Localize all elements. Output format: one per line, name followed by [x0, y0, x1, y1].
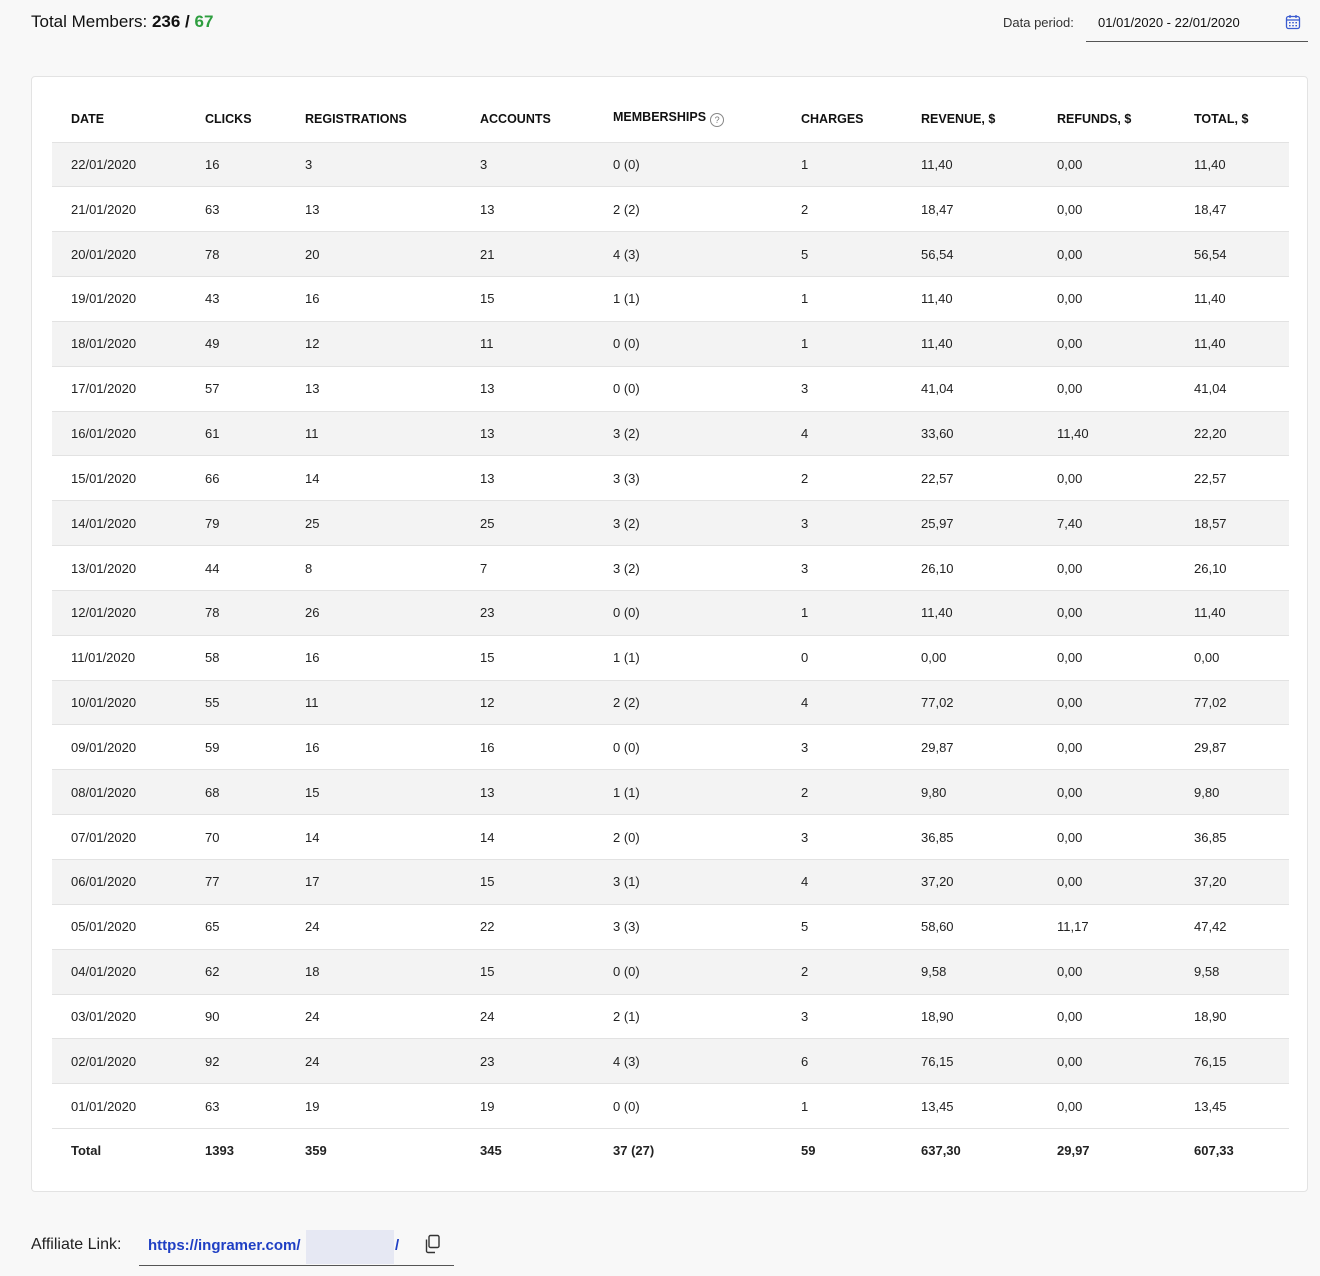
cell-accounts: 11 [461, 321, 594, 366]
cell-charges: 5 [782, 904, 902, 949]
cell-registrations: 3 [286, 142, 461, 187]
total-members-summary [31, 12, 213, 32]
cell-total: 11,40 [1175, 142, 1289, 187]
column-header-label: CHARGES [801, 111, 864, 126]
table-row [52, 501, 1289, 546]
cell-charges: 3 [782, 815, 902, 860]
cell-clicks: 77 [186, 860, 286, 905]
table-row [52, 232, 1289, 277]
affiliate-link-suffix[interactable]: / [395, 1237, 400, 1254]
cell-refunds: 0,00 [1038, 725, 1175, 770]
table-row [52, 366, 1289, 411]
question-circle-icon[interactable]: ? [710, 113, 724, 127]
cell-charges: 4 [782, 680, 902, 725]
cell-charges: 1 [782, 142, 902, 187]
cell-clicks: 16 [186, 142, 286, 187]
cell-total: 0,00 [1175, 635, 1289, 680]
cell-date: 10/01/2020 [52, 680, 186, 725]
cell-charges: 2 [782, 187, 902, 232]
cell-date: 11/01/2020 [52, 635, 186, 680]
cell-date: 16/01/2020 [52, 411, 186, 456]
affiliate-link-field [139, 1228, 454, 1266]
cell-registrations: 26 [286, 590, 461, 635]
active-members-count: 67 [194, 12, 214, 31]
cell-revenue: 22,57 [902, 456, 1038, 501]
cell-refunds: 0,00 [1038, 949, 1175, 994]
cell-date: 20/01/2020 [52, 232, 186, 277]
cell-charges: 2 [782, 949, 902, 994]
cell-charges: 3 [782, 366, 902, 411]
table-row [52, 411, 1289, 456]
total-members-label: Total Members: [31, 12, 148, 31]
cell-accounts: 13 [461, 411, 594, 456]
cell-memberships: 2 (2) [594, 680, 782, 725]
cell-date: 02/01/2020 [52, 1039, 186, 1084]
cell-clicks: 63 [186, 187, 286, 232]
cell-total: 26,10 [1175, 546, 1289, 591]
cell-memberships: 3 (2) [594, 411, 782, 456]
cell-registrations: 16 [286, 725, 461, 770]
table-row [52, 725, 1289, 770]
cell-refunds: 0,00 [1038, 994, 1175, 1039]
cell-refunds: 0,00 [1038, 680, 1175, 725]
cell-clicks: 79 [186, 501, 286, 546]
cell-memberships: 0 (0) [594, 1084, 782, 1129]
total-memberships: 37 (27) [594, 1129, 782, 1173]
cell-clicks: 66 [186, 456, 286, 501]
cell-revenue: 26,10 [902, 546, 1038, 591]
cell-charges: 4 [782, 411, 902, 456]
cell-accounts: 23 [461, 590, 594, 635]
cell-memberships: 2 (1) [594, 994, 782, 1039]
cell-accounts: 13 [461, 770, 594, 815]
total-members-separator: / [185, 12, 190, 31]
cell-memberships: 2 (2) [594, 187, 782, 232]
cell-total: 47,42 [1175, 904, 1289, 949]
cell-registrations: 25 [286, 501, 461, 546]
data-period-picker[interactable] [1086, 6, 1308, 42]
redacted-link-part [306, 1230, 394, 1264]
total-date: Total [52, 1129, 186, 1173]
column-header-memberships [594, 96, 782, 142]
cell-memberships: 4 (3) [594, 1039, 782, 1084]
total-charges: 59 [782, 1129, 902, 1173]
table-row [52, 1084, 1289, 1129]
cell-refunds: 0,00 [1038, 187, 1175, 232]
cell-refunds: 11,40 [1038, 411, 1175, 456]
cell-registrations: 13 [286, 366, 461, 411]
table-row [52, 590, 1289, 635]
cell-date: 17/01/2020 [52, 366, 186, 411]
cell-revenue: 29,87 [902, 725, 1038, 770]
table-row [52, 546, 1289, 591]
table-header-row [52, 96, 1289, 142]
cell-memberships: 0 (0) [594, 949, 782, 994]
cell-registrations: 15 [286, 770, 461, 815]
total-registrations: 359 [286, 1129, 461, 1173]
cell-revenue: 37,20 [902, 860, 1038, 905]
cell-refunds: 0,00 [1038, 366, 1175, 411]
table-row [52, 949, 1289, 994]
cell-charges: 3 [782, 994, 902, 1039]
cell-total: 9,80 [1175, 770, 1289, 815]
table-row [52, 904, 1289, 949]
cell-date: 07/01/2020 [52, 815, 186, 860]
cell-clicks: 59 [186, 725, 286, 770]
cell-date: 14/01/2020 [52, 501, 186, 546]
cell-total: 56,54 [1175, 232, 1289, 277]
cell-date: 04/01/2020 [52, 949, 186, 994]
cell-registrations: 18 [286, 949, 461, 994]
cell-revenue: 56,54 [902, 232, 1038, 277]
cell-clicks: 58 [186, 635, 286, 680]
cell-memberships: 3 (2) [594, 546, 782, 591]
cell-accounts: 22 [461, 904, 594, 949]
cell-revenue: 18,90 [902, 994, 1038, 1039]
cell-clicks: 55 [186, 680, 286, 725]
table-row [52, 142, 1289, 187]
cell-charges: 2 [782, 456, 902, 501]
cell-date: 12/01/2020 [52, 590, 186, 635]
cell-clicks: 65 [186, 904, 286, 949]
table-totals-row [52, 1129, 1289, 1173]
table-row [52, 680, 1289, 725]
cell-total: 77,02 [1175, 680, 1289, 725]
cell-charges: 1 [782, 1084, 902, 1129]
column-header-label: TOTAL, $ [1194, 111, 1249, 126]
cell-registrations: 24 [286, 904, 461, 949]
cell-total: 41,04 [1175, 366, 1289, 411]
cell-accounts: 7 [461, 546, 594, 591]
total-members-count: 236 [151, 12, 181, 31]
cell-total: 18,47 [1175, 187, 1289, 232]
cell-charges: 1 [782, 277, 902, 322]
calendar-icon[interactable] [1285, 14, 1301, 30]
cell-total: 13,45 [1175, 1084, 1289, 1129]
cell-charges: 5 [782, 232, 902, 277]
cell-refunds: 0,00 [1038, 232, 1175, 277]
cell-total: 76,15 [1175, 1039, 1289, 1084]
cell-refunds: 0,00 [1038, 590, 1175, 635]
table-row [52, 187, 1289, 232]
cell-refunds: 0,00 [1038, 635, 1175, 680]
cell-total: 18,57 [1175, 501, 1289, 546]
table-row [52, 635, 1289, 680]
column-header-label: DATE [71, 111, 105, 126]
cell-registrations: 19 [286, 1084, 461, 1129]
cell-clicks: 68 [186, 770, 286, 815]
cell-memberships: 3 (3) [594, 456, 782, 501]
column-header-date [52, 96, 186, 142]
cell-registrations: 24 [286, 1039, 461, 1084]
cell-date: 09/01/2020 [52, 725, 186, 770]
column-header-label: REFUNDS, $ [1057, 111, 1132, 126]
cell-memberships: 0 (0) [594, 321, 782, 366]
cell-date: 22/01/2020 [52, 142, 186, 187]
cell-accounts: 15 [461, 277, 594, 322]
cell-charges: 3 [782, 546, 902, 591]
table-row [52, 815, 1289, 860]
column-header-label: REGISTRATIONS [305, 111, 407, 126]
cell-accounts: 12 [461, 680, 594, 725]
cell-total: 9,58 [1175, 949, 1289, 994]
cell-total: 29,87 [1175, 725, 1289, 770]
cell-accounts: 25 [461, 501, 594, 546]
column-header-label: MEMBERSHIPS [613, 110, 707, 125]
column-header-label: ACCOUNTS [480, 111, 551, 126]
affiliate-link-label: Affiliate Link: [31, 1236, 122, 1253]
cell-charges: 0 [782, 635, 902, 680]
copy-icon[interactable] [423, 1234, 441, 1254]
column-header-charges [782, 96, 902, 142]
cell-memberships: 3 (1) [594, 860, 782, 905]
cell-clicks: 43 [186, 277, 286, 322]
cell-clicks: 44 [186, 546, 286, 591]
cell-revenue: 36,85 [902, 815, 1038, 860]
cell-accounts: 16 [461, 725, 594, 770]
cell-accounts: 13 [461, 456, 594, 501]
cell-registrations: 14 [286, 815, 461, 860]
cell-clicks: 57 [186, 366, 286, 411]
cell-total: 36,85 [1175, 815, 1289, 860]
cell-registrations: 8 [286, 546, 461, 591]
total-accounts: 345 [461, 1129, 594, 1173]
cell-clicks: 78 [186, 232, 286, 277]
cell-accounts: 3 [461, 142, 594, 187]
statistics-card [31, 76, 1308, 1192]
cell-memberships: 0 (0) [594, 590, 782, 635]
cell-date: 21/01/2020 [52, 187, 186, 232]
column-header-revenue [902, 96, 1038, 142]
cell-refunds: 11,17 [1038, 904, 1175, 949]
cell-registrations: 16 [286, 277, 461, 322]
cell-memberships: 2 (0) [594, 815, 782, 860]
cell-date: 06/01/2020 [52, 860, 186, 905]
cell-refunds: 0,00 [1038, 546, 1175, 591]
cell-charges: 6 [782, 1039, 902, 1084]
cell-revenue: 58,60 [902, 904, 1038, 949]
cell-total: 22,20 [1175, 411, 1289, 456]
column-header-total [1175, 96, 1289, 142]
cell-memberships: 1 (1) [594, 770, 782, 815]
cell-registrations: 11 [286, 680, 461, 725]
cell-date: 01/01/2020 [52, 1084, 186, 1129]
cell-date: 15/01/2020 [52, 456, 186, 501]
column-header-refunds [1038, 96, 1175, 142]
cell-refunds: 0,00 [1038, 860, 1175, 905]
cell-memberships: 0 (0) [594, 142, 782, 187]
cell-registrations: 16 [286, 635, 461, 680]
cell-clicks: 63 [186, 1084, 286, 1129]
cell-total: 22,57 [1175, 456, 1289, 501]
cell-accounts: 24 [461, 994, 594, 1039]
cell-charges: 1 [782, 321, 902, 366]
cell-revenue: 11,40 [902, 590, 1038, 635]
cell-date: 03/01/2020 [52, 994, 186, 1039]
cell-revenue: 9,80 [902, 770, 1038, 815]
cell-refunds: 0,00 [1038, 815, 1175, 860]
cell-memberships: 1 (1) [594, 277, 782, 322]
cell-date: 05/01/2020 [52, 904, 186, 949]
cell-date: 08/01/2020 [52, 770, 186, 815]
table-row [52, 994, 1289, 1039]
cell-clicks: 62 [186, 949, 286, 994]
cell-accounts: 23 [461, 1039, 594, 1084]
cell-clicks: 49 [186, 321, 286, 366]
column-header-registrations [286, 96, 461, 142]
cell-clicks: 61 [186, 411, 286, 456]
total-revenue: 637,30 [902, 1129, 1038, 1173]
cell-registrations: 20 [286, 232, 461, 277]
cell-accounts: 13 [461, 187, 594, 232]
cell-accounts: 15 [461, 860, 594, 905]
affiliate-link[interactable]: https://ingramer.com/ [148, 1237, 301, 1254]
cell-memberships: 0 (0) [594, 725, 782, 770]
cell-refunds: 0,00 [1038, 1039, 1175, 1084]
cell-memberships: 0 (0) [594, 366, 782, 411]
cell-revenue: 76,15 [902, 1039, 1038, 1084]
cell-accounts: 19 [461, 1084, 594, 1129]
cell-charges: 2 [782, 770, 902, 815]
statistics-table [52, 96, 1289, 1173]
cell-registrations: 17 [286, 860, 461, 905]
cell-date: 19/01/2020 [52, 277, 186, 322]
total-refunds: 29,97 [1038, 1129, 1175, 1173]
cell-charges: 3 [782, 725, 902, 770]
cell-memberships: 3 (2) [594, 501, 782, 546]
table-row [52, 770, 1289, 815]
column-header-accounts [461, 96, 594, 142]
cell-registrations: 12 [286, 321, 461, 366]
cell-registrations: 24 [286, 994, 461, 1039]
column-header-label: CLICKS [205, 111, 252, 126]
cell-registrations: 11 [286, 411, 461, 456]
cell-clicks: 78 [186, 590, 286, 635]
cell-revenue: 13,45 [902, 1084, 1038, 1129]
cell-revenue: 33,60 [902, 411, 1038, 456]
cell-refunds: 0,00 [1038, 277, 1175, 322]
cell-revenue: 41,04 [902, 366, 1038, 411]
cell-refunds: 7,40 [1038, 501, 1175, 546]
cell-total: 11,40 [1175, 321, 1289, 366]
table-row [52, 321, 1289, 366]
cell-charges: 1 [782, 590, 902, 635]
cell-total: 11,40 [1175, 590, 1289, 635]
table-row [52, 277, 1289, 322]
cell-clicks: 92 [186, 1039, 286, 1084]
cell-revenue: 25,97 [902, 501, 1038, 546]
data-period-value[interactable]: 01/01/2020 - 22/01/2020 [1098, 15, 1240, 30]
cell-refunds: 0,00 [1038, 142, 1175, 187]
cell-memberships: 1 (1) [594, 635, 782, 680]
table-row [52, 860, 1289, 905]
table-row [52, 1039, 1289, 1084]
cell-revenue: 11,40 [902, 321, 1038, 366]
column-header-label: REVENUE, $ [921, 111, 996, 126]
cell-refunds: 0,00 [1038, 770, 1175, 815]
cell-accounts: 13 [461, 366, 594, 411]
data-period-label: Data period: [1003, 15, 1074, 30]
cell-date: 18/01/2020 [52, 321, 186, 366]
total-clicks: 1393 [186, 1129, 286, 1173]
cell-date: 13/01/2020 [52, 546, 186, 591]
cell-charges: 3 [782, 501, 902, 546]
cell-revenue: 9,58 [902, 949, 1038, 994]
cell-revenue: 0,00 [902, 635, 1038, 680]
cell-refunds: 0,00 [1038, 1084, 1175, 1129]
cell-refunds: 0,00 [1038, 321, 1175, 366]
total-total: 607,33 [1175, 1129, 1289, 1173]
cell-refunds: 0,00 [1038, 456, 1175, 501]
cell-clicks: 90 [186, 994, 286, 1039]
cell-charges: 4 [782, 860, 902, 905]
cell-memberships: 4 (3) [594, 232, 782, 277]
column-header-clicks [186, 96, 286, 142]
cell-memberships: 3 (3) [594, 904, 782, 949]
table-row [52, 456, 1289, 501]
cell-revenue: 18,47 [902, 187, 1038, 232]
cell-total: 18,90 [1175, 994, 1289, 1039]
cell-revenue: 11,40 [902, 142, 1038, 187]
summary-header [0, 0, 1320, 60]
cell-accounts: 15 [461, 949, 594, 994]
cell-total: 37,20 [1175, 860, 1289, 905]
cell-revenue: 11,40 [902, 277, 1038, 322]
cell-registrations: 13 [286, 187, 461, 232]
cell-accounts: 15 [461, 635, 594, 680]
cell-revenue: 77,02 [902, 680, 1038, 725]
cell-registrations: 14 [286, 456, 461, 501]
cell-accounts: 21 [461, 232, 594, 277]
cell-accounts: 14 [461, 815, 594, 860]
cell-clicks: 70 [186, 815, 286, 860]
cell-total: 11,40 [1175, 277, 1289, 322]
